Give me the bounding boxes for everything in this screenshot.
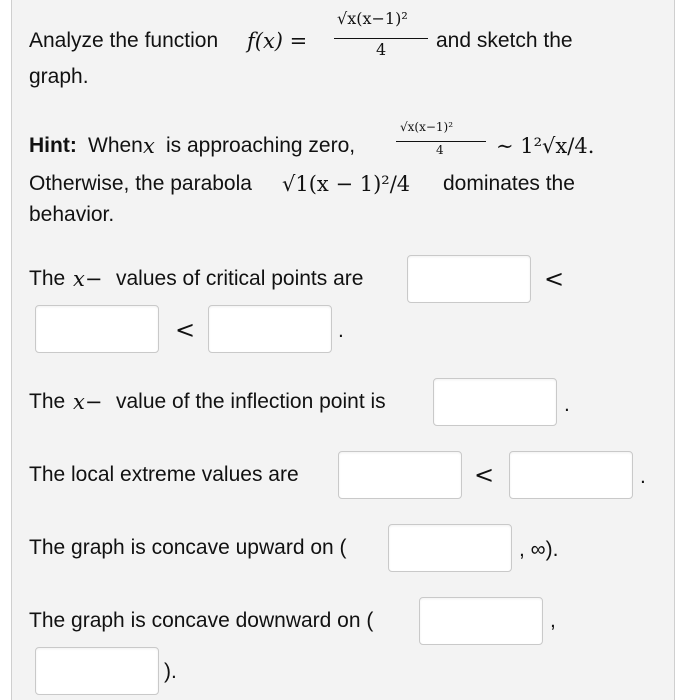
hint-fraction-bar — [396, 141, 486, 142]
q1-less-than-2: < — [175, 316, 196, 344]
q1-label: values of critical points are — [116, 267, 364, 290]
q1-less-than-1: < — [544, 265, 565, 293]
q3-period: . — [640, 465, 646, 488]
inflection-point-input[interactable] — [433, 378, 557, 426]
q1-period: . — [338, 319, 344, 342]
concave-up-start-input[interactable] — [388, 524, 512, 572]
q3-label: The local extreme values are — [29, 463, 299, 486]
function-numerator: √x(x−1)² — [337, 9, 408, 28]
q3-less-than: < — [474, 461, 495, 489]
hint-line3: behavior. — [29, 203, 115, 226]
function-label: f(x) = — [247, 29, 308, 53]
hint-line2-dominates: dominates the — [443, 172, 575, 195]
hint-approximation: ∼ 1²√x/4. — [496, 134, 595, 158]
concave-down-end-input[interactable] — [35, 647, 159, 695]
problem-line2: graph. — [29, 65, 89, 88]
hint-var-x: x — [143, 134, 155, 158]
q2-label: value of the inflection point is — [116, 390, 386, 413]
q2-var: x− — [73, 390, 103, 414]
function-denominator: 4 — [376, 40, 387, 59]
function-fraction-bar — [334, 38, 428, 39]
q5-label: The graph is concave downward on ( — [29, 609, 374, 632]
question-panel — [11, 0, 675, 700]
hint-text-when: When — [88, 134, 143, 157]
hint-line2-text: Otherwise, the parabola — [29, 172, 252, 195]
q4-interval-end: , ∞). — [519, 538, 559, 561]
q2-label-the: The — [29, 390, 66, 413]
hint-fraction-numerator: √x(x−1)² — [400, 120, 454, 134]
problem-suffix: and sketch the — [436, 29, 573, 52]
critical-point-input-1[interactable] — [407, 255, 531, 303]
hint-fraction-denominator: 4 — [436, 143, 444, 157]
q4-label: The graph is concave upward on ( — [29, 536, 347, 559]
hint-parabola-expression: √1(x − 1)²/4 — [282, 172, 411, 196]
hint-text-approaching: is approaching zero, — [166, 134, 356, 157]
q1-label-the: The — [29, 267, 66, 290]
problem-prefix: Analyze the function — [29, 29, 219, 52]
q5-comma: , — [550, 609, 556, 632]
extreme-value-input-2[interactable] — [509, 451, 633, 499]
critical-point-input-2[interactable] — [35, 305, 159, 353]
q2-period: . — [564, 393, 570, 416]
concave-down-start-input[interactable] — [419, 597, 543, 645]
hint-label: Hint: — [29, 134, 77, 157]
q5-interval-end: ). — [164, 660, 177, 683]
extreme-value-input-1[interactable] — [338, 451, 462, 499]
critical-point-input-3[interactable] — [208, 305, 332, 353]
q1-var: x− — [73, 267, 103, 291]
